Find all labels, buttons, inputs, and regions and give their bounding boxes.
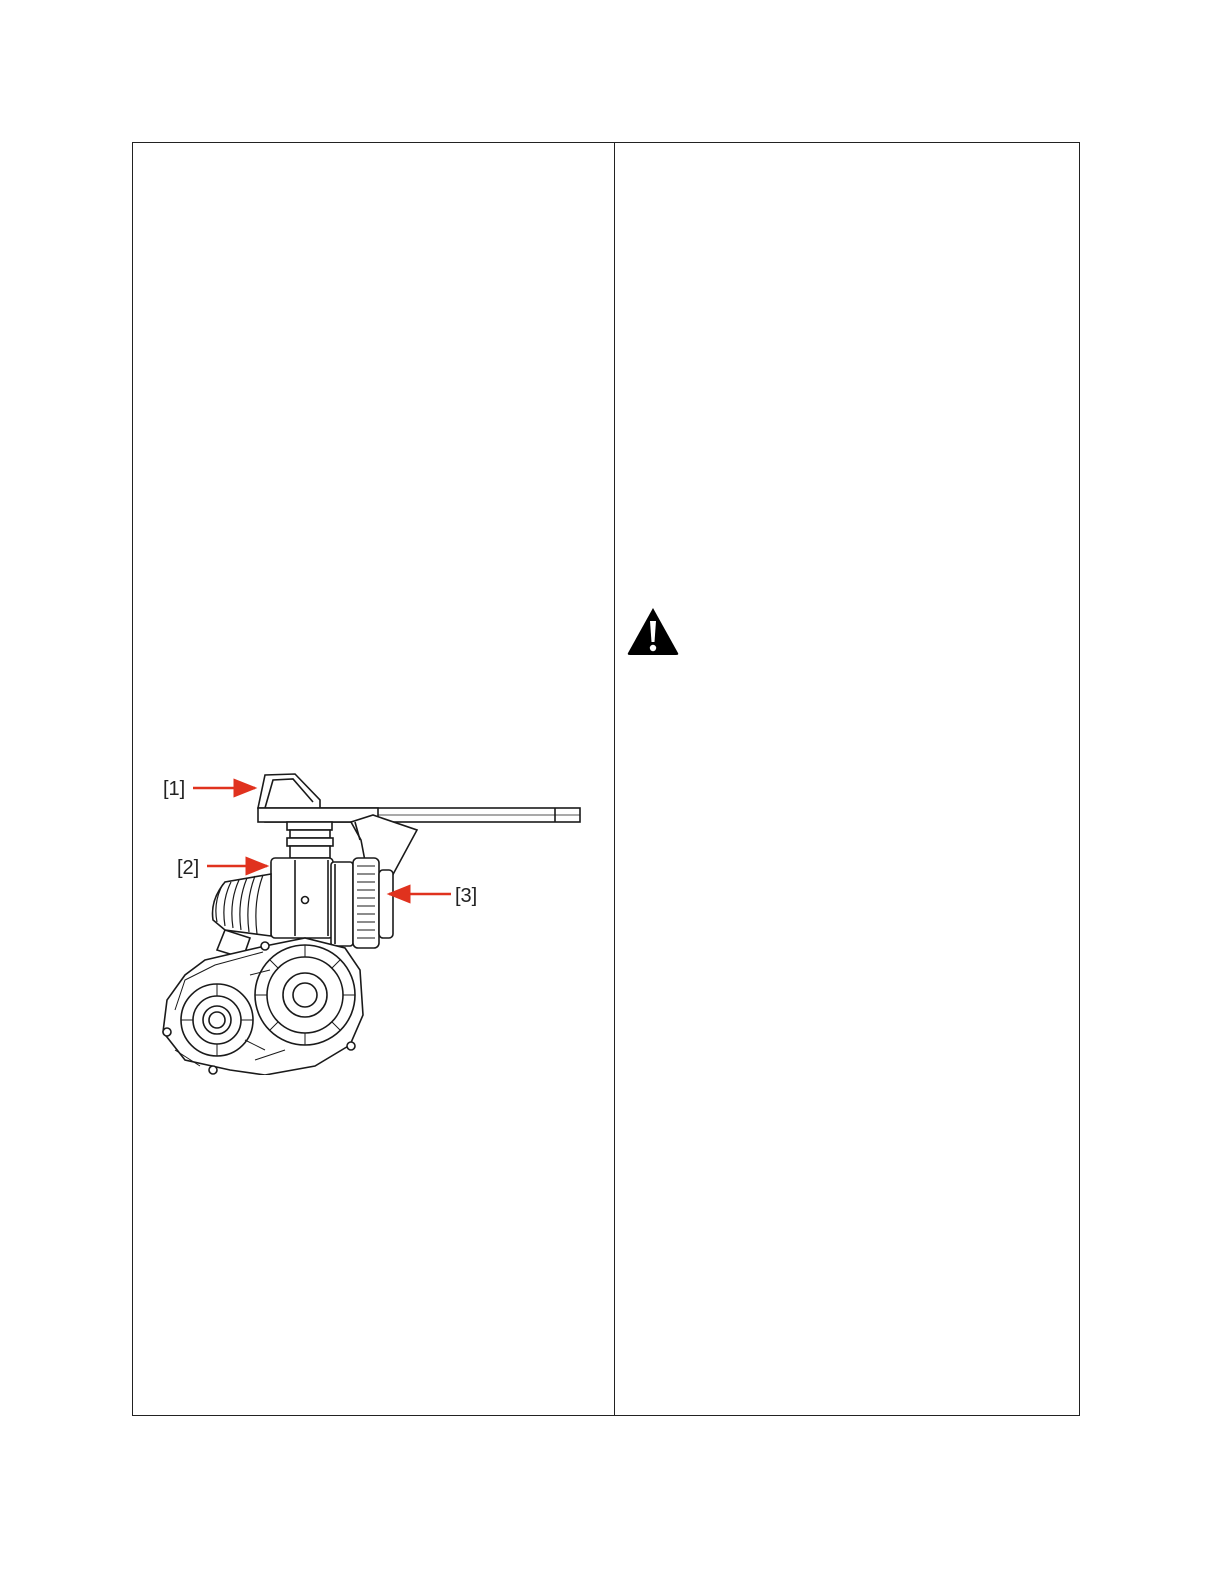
column-divider [614, 142, 615, 1416]
callout-label-2: [2] [177, 857, 200, 879]
shift-lever-drawing [163, 774, 580, 1075]
right-column [616, 143, 1079, 1415]
callout-label-3: [3] [455, 885, 478, 907]
transmission-shift-assembly-diagram [155, 770, 585, 1075]
callout-label-1: [1] [163, 778, 186, 800]
warning-triangle-icon [626, 606, 680, 656]
